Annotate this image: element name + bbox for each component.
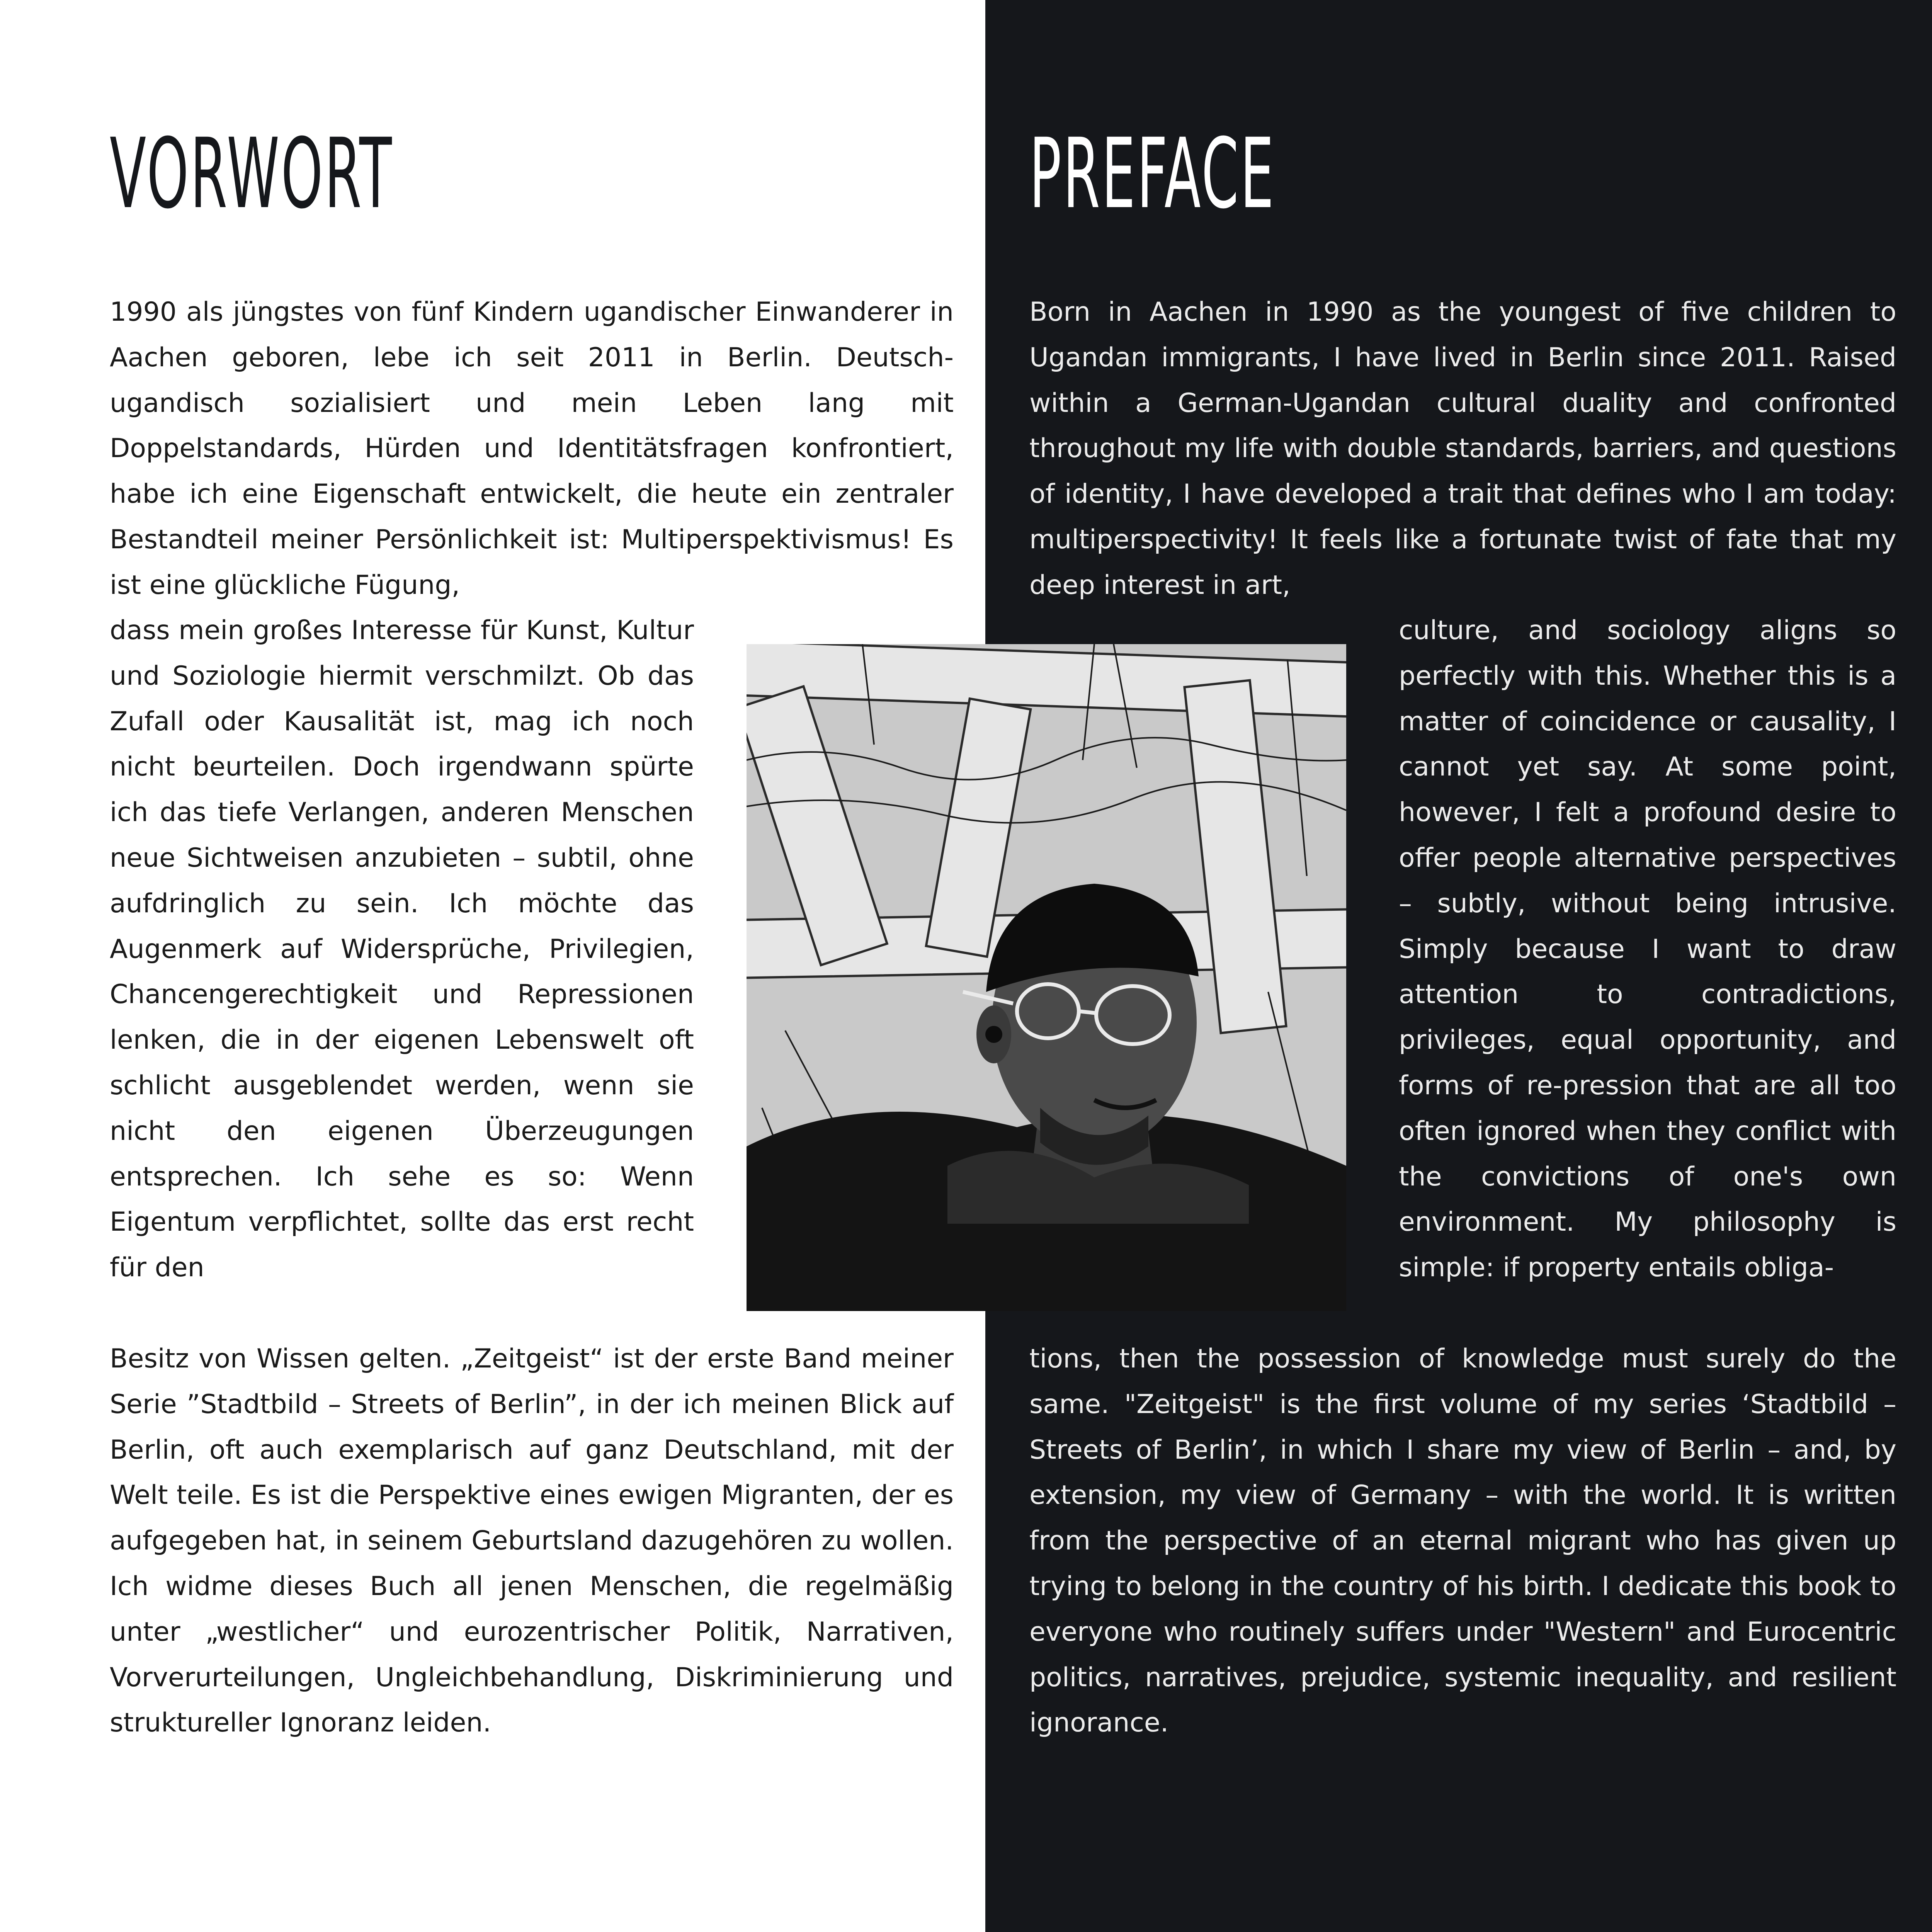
vorwort-paragraph-middle: dass mein großes Interesse für Kunst, Kultur und Soziologie hiermit verschmilzt. Ob das Zufall oder Kausalität ist, mag ich noch nicht beurteilen. Doch irgendwann spürte ich das tiefe Verlangen, anderen Menschen neue Sichtweisen anzubieten – subtil, ohne aufdringlich zu sein. Ich möchte das Augenmerk auf Widersprüche, Privilegien, Chancengerechtigkeit und Repressionen lenken, die in der eigenen Lebenswelt oft schlicht ausgeblendet werden, wenn sie nicht den eigenen Überzeugungen entsprechen. Ich sehe es so: Wenn Eigentum verpflichtet, sollte das erst recht für den bbox=[110, 615, 694, 1283]
preface-paragraph-top: Born in Aachen in 1990 as the youngest of five children to Ugandan immigrants, I have lived in Berlin since 2011. Raised within a German-Ugandan cultural duality and confronted throughout my life with double standards, barriers, and questions of identity, I have developed a trait that defines who I am today: multiperspectivity! It feels like a fortunate twist of fate that my deep interest in art, bbox=[1029, 297, 1896, 600]
vorwort-paragraph-top: 1990 als jüngstes von fünf Kindern ugandischer Einwanderer in Aachen geboren, lebe ich seit 2011 in Berlin. Deutsch-ugandisch sozialisiert und mein Leben lang mit Doppelstandards, Hürden und Identitätsfragen konfrontiert, habe ich eine Eigenschaft entwickelt, die heute ein zentraler Bestandteil meiner Persönlichkeit ist: Multiperspektivismus! Es ist eine glückliche Fügung, bbox=[110, 297, 954, 600]
preface-title: PREFACE bbox=[1029, 117, 1276, 230]
portrait-photo bbox=[747, 644, 1346, 1311]
portrait-photo-icon bbox=[747, 644, 1346, 1311]
vorwort-title: VORWORT bbox=[110, 117, 394, 230]
preface-paragraph-middle: culture, and sociology aligns so perfectly with this. Whether this is a matter of coincidence or causality, I cannot yet say. At some point, however, I felt a profound desire to offer people alternative perspectives – subtly, without being intrusive. Simply because I want to draw attention to contradictions, privileges, equal opportunity, and forms of re-pression that are all too often ignored when they conflict with the convictions of one's own environment. My philosophy is simple: if property entails obliga- bbox=[1399, 615, 1896, 1283]
preface-paragraph-bottom: tions, then the possession of knowledge must surely do the same. "Zeitgeist" is the first volume of my series ‘Stadtbild – Streets of Berlin’, in which I share my view of Berlin – and, by extension, my view of Germany – with the world. It is written from the perspective of an eternal migrant who has given up trying to belong in the country of his birth. I dedicate this book to everyone who routinely suffers under "Western" and Eurocentric politics, narratives, prejudice, systemic inequality, and resilient ignorance. bbox=[1029, 1344, 1896, 1738]
vorwort-paragraph-bottom: Besitz von Wissen gelten. „Zeitgeist“ ist der erste Band meiner Serie ”Stadtbild – Streets of Berlin”, in der ich meinen Blick auf Berlin, oft auch exemplarisch auf ganz Deutschland, mit der Welt teile. Es ist die Perspektive eines ewigen Migranten, der es aufgegeben hat, in seinem Geburtsland dazugehören zu wollen. Ich widme dieses Buch all jenen Menschen, die regelmäßig unter „westlicher“ und eurozentrischer Politik, Narrativen, Vorverurteilungen, Ungleichbehandlung, Diskriminierung und struktureller Ignoranz leiden. bbox=[110, 1344, 954, 1738]
